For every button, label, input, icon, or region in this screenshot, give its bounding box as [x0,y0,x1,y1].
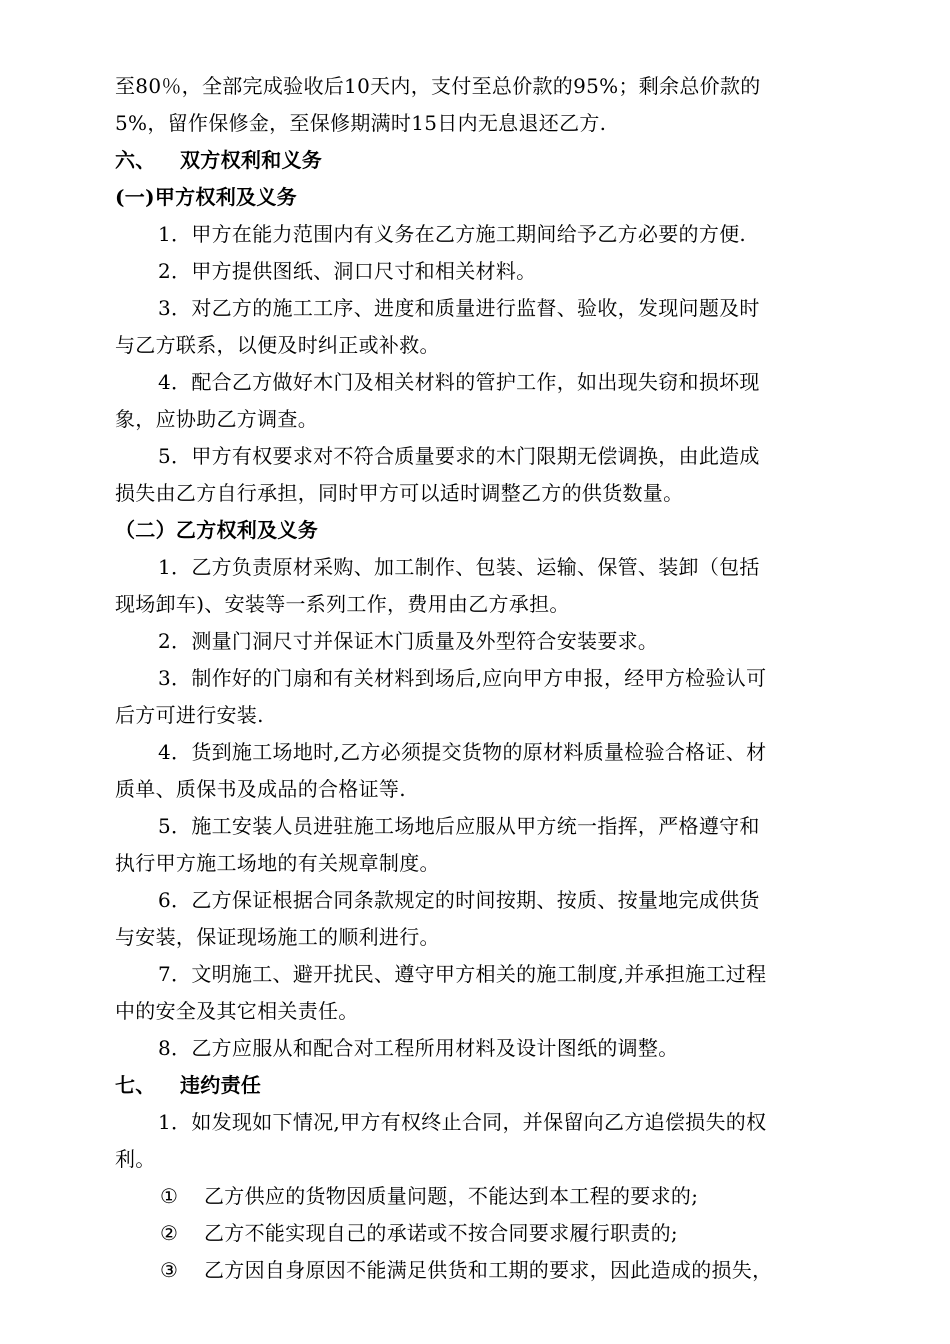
text-line: 与乙方联系，以便及时纠正或补救。 [115,333,440,357]
text-line: 象，应协助乙方调查。 [115,407,318,431]
text-line: 1．甲方在能力范围内有义务在乙方施工期间给予乙方必要的方便. [158,222,747,246]
text-line: 3．对乙方的施工工序、进度和质量进行监督、验收，发现问题及时 [158,296,760,320]
list-item [160,1181,698,1211]
text-line: 2．测量门洞尺寸并保证木门质量及外型符合安装要求。 [158,629,659,653]
section-title: 双方权利和义务 [180,148,323,172]
list-item [160,1218,678,1248]
list-item-text: 乙方供应的货物因质量问题，不能达到本工程的要求的; [204,1184,699,1208]
section-title: 违约责任 [180,1073,262,1097]
text-line: 5．甲方有权要求对不符合质量要求的木门限期无偿调换，由此造成 [158,444,760,468]
list-item [160,1255,772,1285]
list-marker: ② [160,1221,179,1245]
text-line: 5．施工安装人员进驻施工场地后应服从甲方统一指挥，严格遵守和 [158,814,760,838]
text-line: 7．文明施工、避开扰民、遵守甲方相关的施工制度,并承担施工过程 [158,962,767,986]
text-line: 4．配合乙方做好木门及相关材料的管护工作，如出现失窃和损坏现 [158,370,760,394]
text-line: 质单、质保书及成品的合格证等. [115,777,406,801]
list-marker: ① [160,1184,179,1208]
text-line: 损失由乙方自行承担，同时甲方可以适时调整乙方的供货数量。 [115,481,684,505]
subsection-heading: （二）乙方权利及义务 [115,518,318,542]
text-line: 现场卸车)、安装等一系列工作，费用由乙方承担。 [115,592,570,616]
section-heading-six [115,145,322,175]
text-line: 5%，留作保修金，至保修期满时15日内无息退还乙方. [115,111,607,135]
text-line: 利。 [115,1147,156,1171]
text-line: 2．甲方提供图纸、洞口尺寸和相关材料。 [158,259,537,283]
text-line: 8．乙方应服从和配合对工程所用材料及设计图纸的调整。 [158,1036,679,1060]
section-number: 六、 [115,148,156,172]
list-item-text: 乙方不能实现自己的承诺或不按合同要求履行职责的; [204,1221,678,1245]
text-line: 后方可进行安装. [115,703,264,727]
subsection-heading: (一)甲方权利及义务 [115,185,297,209]
section-heading-seven [115,1070,261,1100]
text-line: 3．制作好的门扇和有关材料到场后,应向甲方申报，经甲方检验认可 [158,666,767,690]
list-item-text: 乙方因自身原因不能满足供货和工期的要求，因此造成的损失， [204,1258,773,1282]
text-line: 1．如发现如下情况,甲方有权终止合同，并保留向乙方追偿损失的权 [158,1110,767,1134]
list-marker: ③ [160,1258,179,1282]
section-number: 七、 [115,1073,156,1097]
text-line: 4．货到施工场地时,乙方必须提交货物的原材料质量检验合格证、材 [158,740,767,764]
text-line: 至80％，全部完成验收后10天内，支付至总价款的95%；剩余总价款的 [115,74,761,98]
text-line: 中的安全及其它相关责任。 [115,999,359,1023]
text-line: 6．乙方保证根据合同条款规定的时间按期、按质、按量地完成供货 [158,888,760,912]
text-line: 与安装，保证现场施工的顺利进行。 [115,925,440,949]
text-line: 1．乙方负责原材采购、加工制作、包装、运输、保管、装卸（包括 [158,555,760,579]
text-line: 执行甲方施工场地的有关规章制度。 [115,851,440,875]
